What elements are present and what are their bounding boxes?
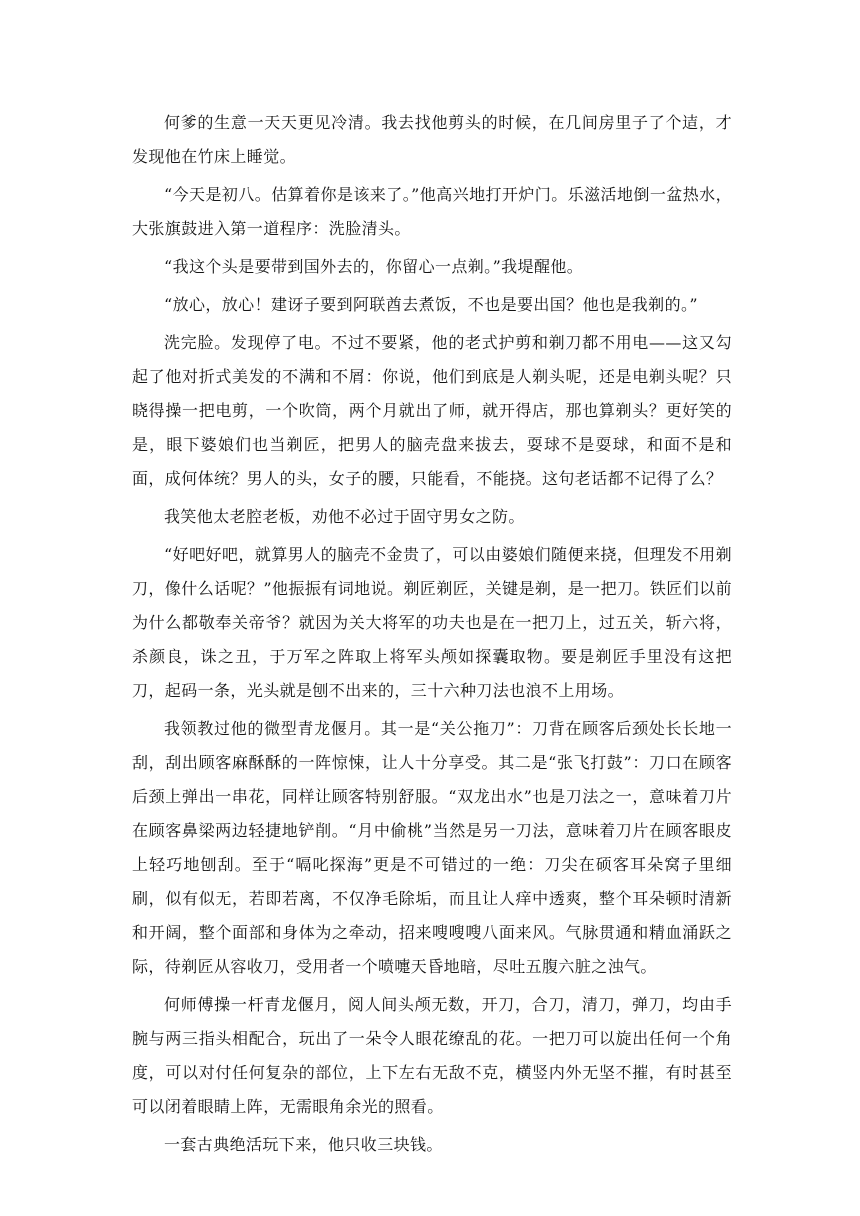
paragraph: “今天是初八。估算着你是该来了。”他高兴地打开炉门。乐滋活地倒一盆热水，大张旗鼓进入第一道程序：洗脸清头。 (132, 185, 732, 238)
paragraph: “好吧好吧，就算男人的脑壳不金贵了，可以由婆娘们随便来挠，但理发不用剃刀，像什么话呢？”他振振有词地说。剃匠剃匠，关键是剃，是一把刀。铁匠们以前为什么都敬奉关帝爷？就因为关大将军的功夫也是在一把刀上，过五关，斩六将，杀颜良，诛之丑，于万军之阵取上将军头颅如探囊取物。要是剃匠手里没有这把刀，起码一条，光头就是刨不出来的，三十六种刀法也浪不上用场。 (132, 545, 732, 700)
paragraph: 我笑他太老腔老板，劝他不必过于固守男女之防。 (164, 507, 525, 526)
paragraph: “我这个头是要带到国外去的，你留心一点剃。”我堤醒他。 (164, 257, 584, 276)
document-body (132, 106, 732, 1166)
paragraph: 我领教过他的微型青龙偃月。其一是“关公拖刀”：刀背在顾客后颈处长长地一刮，刮出顾客麻酥酥的一阵惊悚，让人十分享受。其二是“张飞打鼓”：刀口在顾客后颈上弹出一串花，同样让顾客特别舒服。“双龙出水”也是刀法之一，意味着刀片在顾客鼻梁两边轻捷地铲削。“月中偷桃”当然是另一刀法，意味着刀片在顾客眼皮上轻巧地刨刮。至于“嗝叱探海”更是不可错过的一绝：刀尖在硕客耳朵窝子里细刷，似有似无，若即若离，不仅净毛除垢，而且让人痒中透爽，整个耳朵顿时清新和开阔，整个面部和身体为之牵动，招来嗖嗖嗖八面来风。气脉贯通和精血涌跃之际，待剃匠从容收刀，受用者一个喷嚏天昏地暗，尽吐五腹六脏之浊气。 (132, 719, 732, 976)
paragraph: “放心，放心！建讶子要到阿联酋去煮饭，不也是要出国？他也是我剃的。” (164, 295, 698, 314)
paragraph: 何师傅操一杆青龙偃月，阅人间头颅无数，开刀，合刀，清刀，弹刀，均由手腕与两三指头相配合，玩出了一朵令人眼花缭乱的花。一把刀可以旋出任何一个角度，可以对付任何复杂的部位，上下左右无敌不克，横竖内外无坚不摧，有时甚至可以闭着眼睛上阵，无需眼角余光的照看。 (132, 995, 732, 1116)
paragraph: 何爹的生意一天天更见冷清。我去找他剪头的时候，在几间房里子了个迼，才发现他在竹床上睡觉。 (132, 113, 732, 166)
paragraph: 一套古典绝活玩下来，他只收三块钱。 (164, 1135, 443, 1154)
paragraph: 洗完脸。发现停了电。不过不要紧，他的老式护剪和剃刀都不用电——这又勾起了他对折式美发的不满和不屑：你说，他们到底是人剃头呢，还是电剃头呢？只晓得操一把电剪，一个吹筒，两个月就出了师，就开得店，那也算剃头？更好笑的是，眼下婆娘们也当剃匠，把男人的脑壳盘来拔去，耍球不是耍球，和面不是和面，成何体统？男人的头，女子的腰，只能看，不能挠。这句老话都不记得了么？ (132, 333, 732, 488)
